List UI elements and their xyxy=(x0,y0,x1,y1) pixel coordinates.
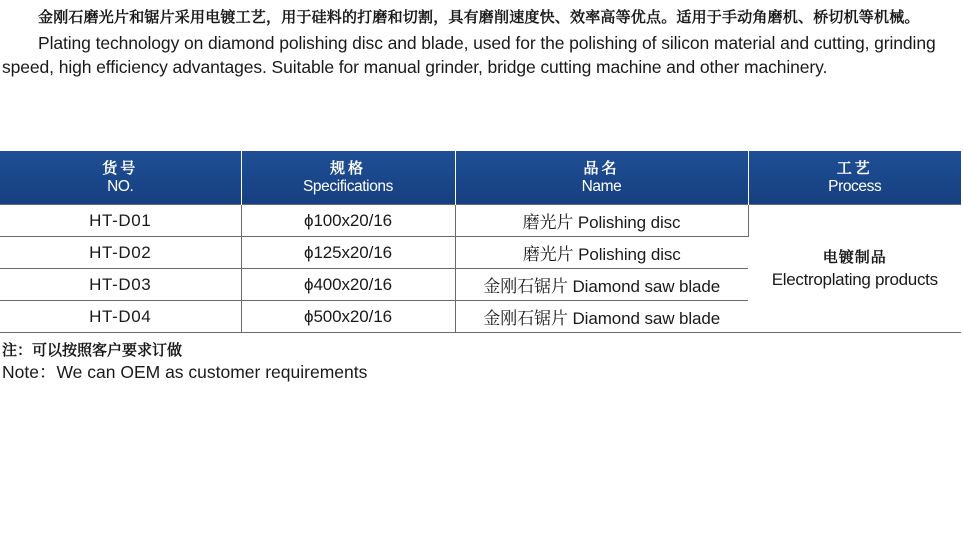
cell-spec: ϕ500x20/16 xyxy=(241,301,455,333)
header-specifications-en: Specifications xyxy=(302,177,394,195)
note-section xyxy=(2,341,367,383)
cell-spec: ϕ400x20/16 xyxy=(241,269,455,301)
header-no xyxy=(0,151,241,205)
cell-process xyxy=(748,205,961,333)
header-name-en: Name xyxy=(581,177,622,195)
product-spec-table xyxy=(0,151,961,333)
cell-no: HT-D01 xyxy=(0,205,241,237)
header-name xyxy=(455,151,748,205)
cell-no: HT-D03 xyxy=(0,269,241,301)
table-row xyxy=(0,205,961,237)
intro-english-text: Plating technology on diamond polishing disc and blade, used for the polishing of silicon material and cutting, grinding speed, high efficiency advantages. Suitable for manual grinder, bridge cutting machine and other machinery. xyxy=(2,33,936,77)
header-no-en: NO. xyxy=(107,177,134,195)
cell-no: HT-D04 xyxy=(0,301,241,333)
header-process xyxy=(748,151,961,205)
note-english-text: Note：We can OEM as customer requirements xyxy=(2,362,368,382)
header-name-cn: 品名 xyxy=(583,159,620,177)
header-no-cn: 货号 xyxy=(102,159,139,177)
cell-name: 磨光片 Polishing disc xyxy=(455,205,748,237)
header-process-en: Process xyxy=(828,177,882,195)
cell-name: 磨光片 Polishing disc xyxy=(455,237,748,269)
process-cn: 电镀制品 xyxy=(822,248,887,266)
cell-name: 金刚石锯片 Diamond saw blade xyxy=(455,269,748,301)
header-specifications xyxy=(241,151,455,205)
cell-spec: ϕ125x20/16 xyxy=(241,237,455,269)
intro-section xyxy=(2,6,960,79)
header-specifications-cn: 规格 xyxy=(329,159,366,177)
intro-chinese-text: 金刚石磨光片和锯片采用电镀工艺，用于硅料的打磨和切割，具有磨削速度快、效率高等优点。适用于手动角磨机、桥切机等机械。 xyxy=(38,9,920,26)
note-chinese-text: 注：可以按照客户要求订做 xyxy=(2,342,183,359)
cell-spec: ϕ100x20/16 xyxy=(241,205,455,237)
cell-no: HT-D02 xyxy=(0,237,241,269)
header-process-cn: 工艺 xyxy=(836,159,873,177)
cell-name: 金刚石锯片 Diamond saw blade xyxy=(455,301,748,333)
process-en: Electroplating products xyxy=(771,269,938,289)
table-header-row xyxy=(0,151,961,205)
